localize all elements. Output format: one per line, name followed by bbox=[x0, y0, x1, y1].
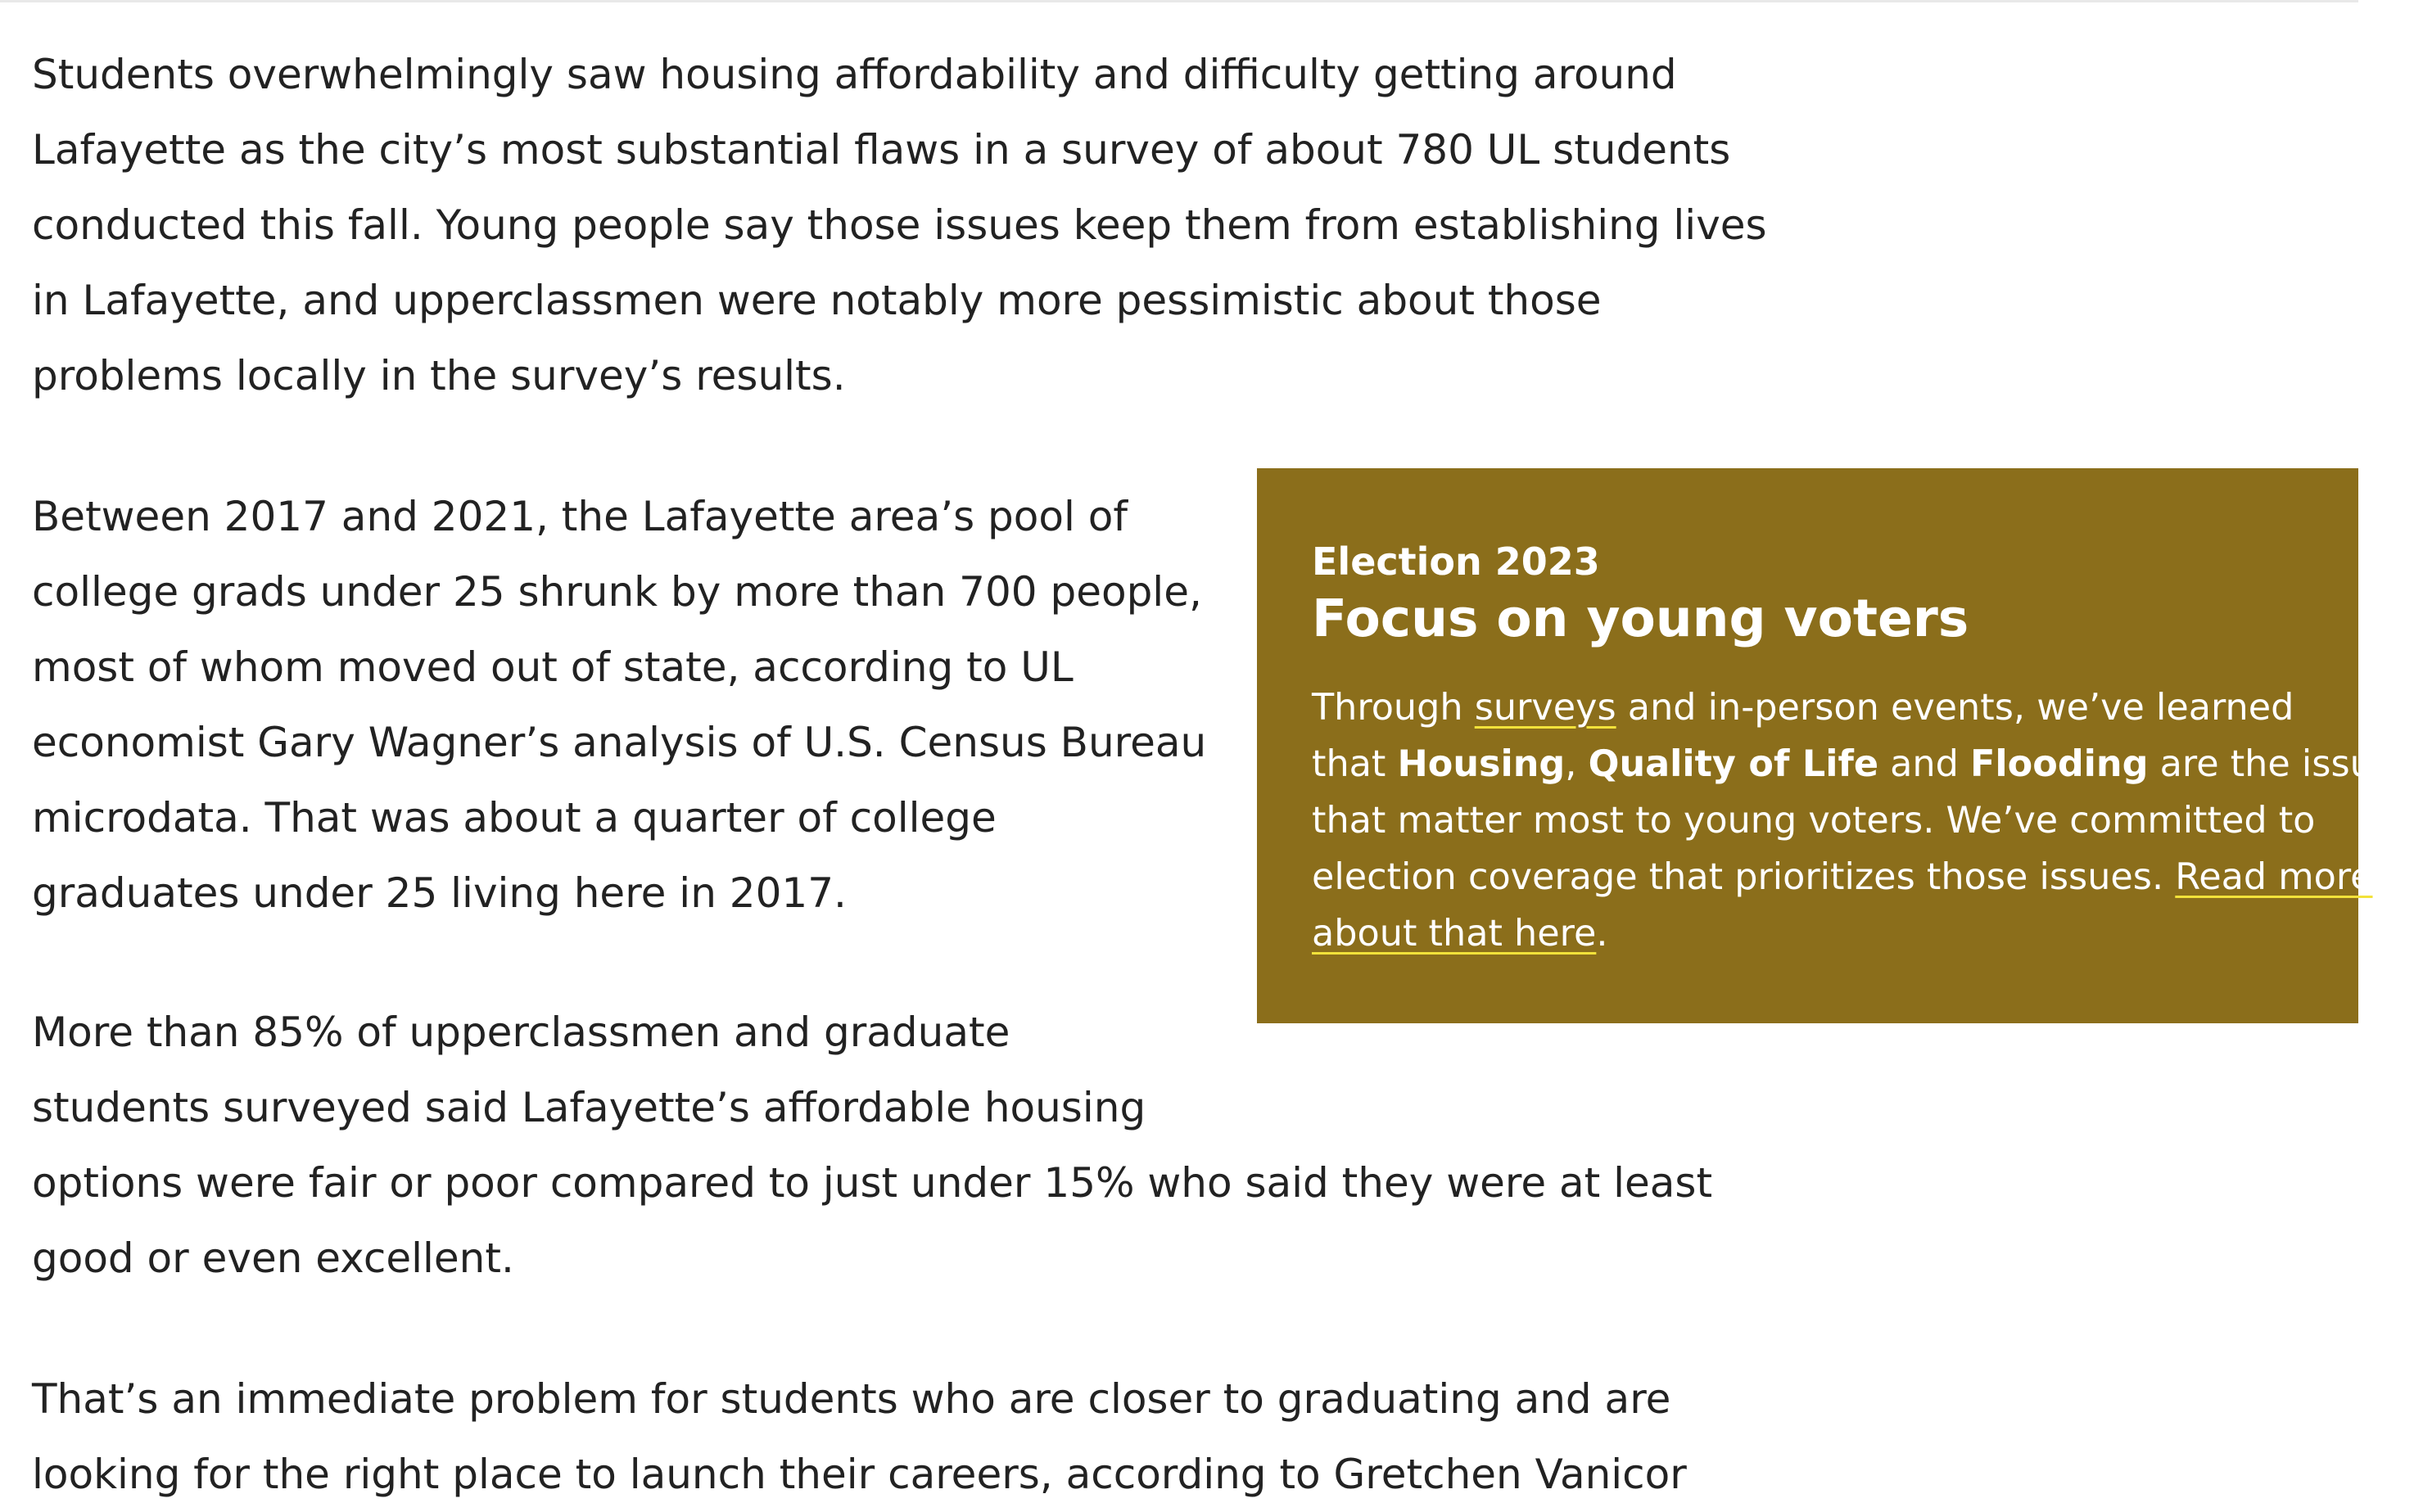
callout-text: are the issues bbox=[2148, 743, 2414, 785]
callout-text: Through bbox=[1312, 687, 1475, 729]
text-line: Lafayette as the city’s most substantial flaws in a survey of about 780 UL students bbox=[32, 126, 1731, 174]
text-line: looking for the right place to launch their careers, according to Gretchen Vanicor bbox=[32, 1451, 1687, 1498]
flooding-keyword: Flooding bbox=[1970, 743, 2149, 785]
callout-text: , bbox=[1565, 743, 1577, 785]
callout-text: that bbox=[1312, 743, 1398, 785]
article-paragraph-3 bbox=[32, 995, 1743, 1296]
article-paragraph-4 bbox=[32, 1361, 1743, 1512]
housing-keyword: Housing bbox=[1397, 743, 1566, 785]
surveys-link[interactable]: surveys bbox=[1474, 687, 1616, 729]
text-line: options were fair or poor compared to just under 15% who said they were at least bbox=[32, 1159, 1713, 1207]
text-line: college grads under 25 shrunk by more than 700 people, bbox=[32, 568, 1202, 616]
callout-text: . bbox=[1596, 913, 1608, 955]
quality-of-life-keyword: Quality of Life bbox=[1588, 743, 1879, 785]
callout-title: Focus on young voters bbox=[1312, 589, 1969, 648]
text-line: economist Gary Wagner’s analysis of U.S. Census Bureau bbox=[32, 719, 1207, 766]
top-divider bbox=[0, 0, 2358, 2]
text-line: in Lafayette, and upperclassmen were notably more pessimistic about those bbox=[32, 277, 1602, 324]
callout-text: election coverage that prioritizes those issues. bbox=[1312, 856, 2176, 898]
callout-line bbox=[1312, 736, 2414, 792]
read-more-link-continued[interactable]: about that here bbox=[1312, 913, 1597, 955]
callout-body bbox=[1312, 679, 2414, 962]
callout-text: and in-person events, we’ve learned bbox=[1616, 687, 2294, 729]
text-line: problems locally in the survey’s results. bbox=[32, 352, 846, 399]
text-line: graduates under 25 living here in 2017. bbox=[32, 869, 847, 917]
text-line: Students overwhelmingly saw housing affordability and difficulty getting around bbox=[32, 51, 1677, 98]
callout-text: and bbox=[1878, 743, 1971, 785]
article-paragraph-1 bbox=[32, 37, 1801, 413]
election-callout-box bbox=[1257, 468, 2414, 1023]
article-paragraph-2 bbox=[32, 479, 1207, 931]
callout-line bbox=[1312, 905, 2326, 962]
text-line: That’s an immediate problem for students who are closer to graduating and are bbox=[32, 1375, 1671, 1423]
text-line: students surveyed said Lafayette’s affordable housing bbox=[32, 1084, 1146, 1131]
text-line: conducted this fall. Young people say those issues keep them from establishing lives bbox=[32, 201, 1767, 249]
text-line: most of whom moved out of state, according to UL bbox=[32, 643, 1074, 691]
text-line: good or even excellent. bbox=[32, 1234, 514, 1282]
callout-line bbox=[1312, 849, 2373, 905]
text-line: microdata. That was about a quarter of college bbox=[32, 794, 997, 842]
text-line: Between 2017 and 2021, the Lafayette area’s pool of bbox=[32, 493, 1128, 540]
callout-line: that matter most to young voters. We’ve committed to bbox=[1312, 800, 2316, 842]
callout-kicker: Election 2023 bbox=[1312, 539, 1600, 584]
text-line: More than 85% of upperclassmen and graduate bbox=[32, 1009, 1010, 1056]
read-more-link[interactable]: Read more bbox=[2175, 856, 2373, 898]
callout-line bbox=[1312, 679, 2326, 736]
